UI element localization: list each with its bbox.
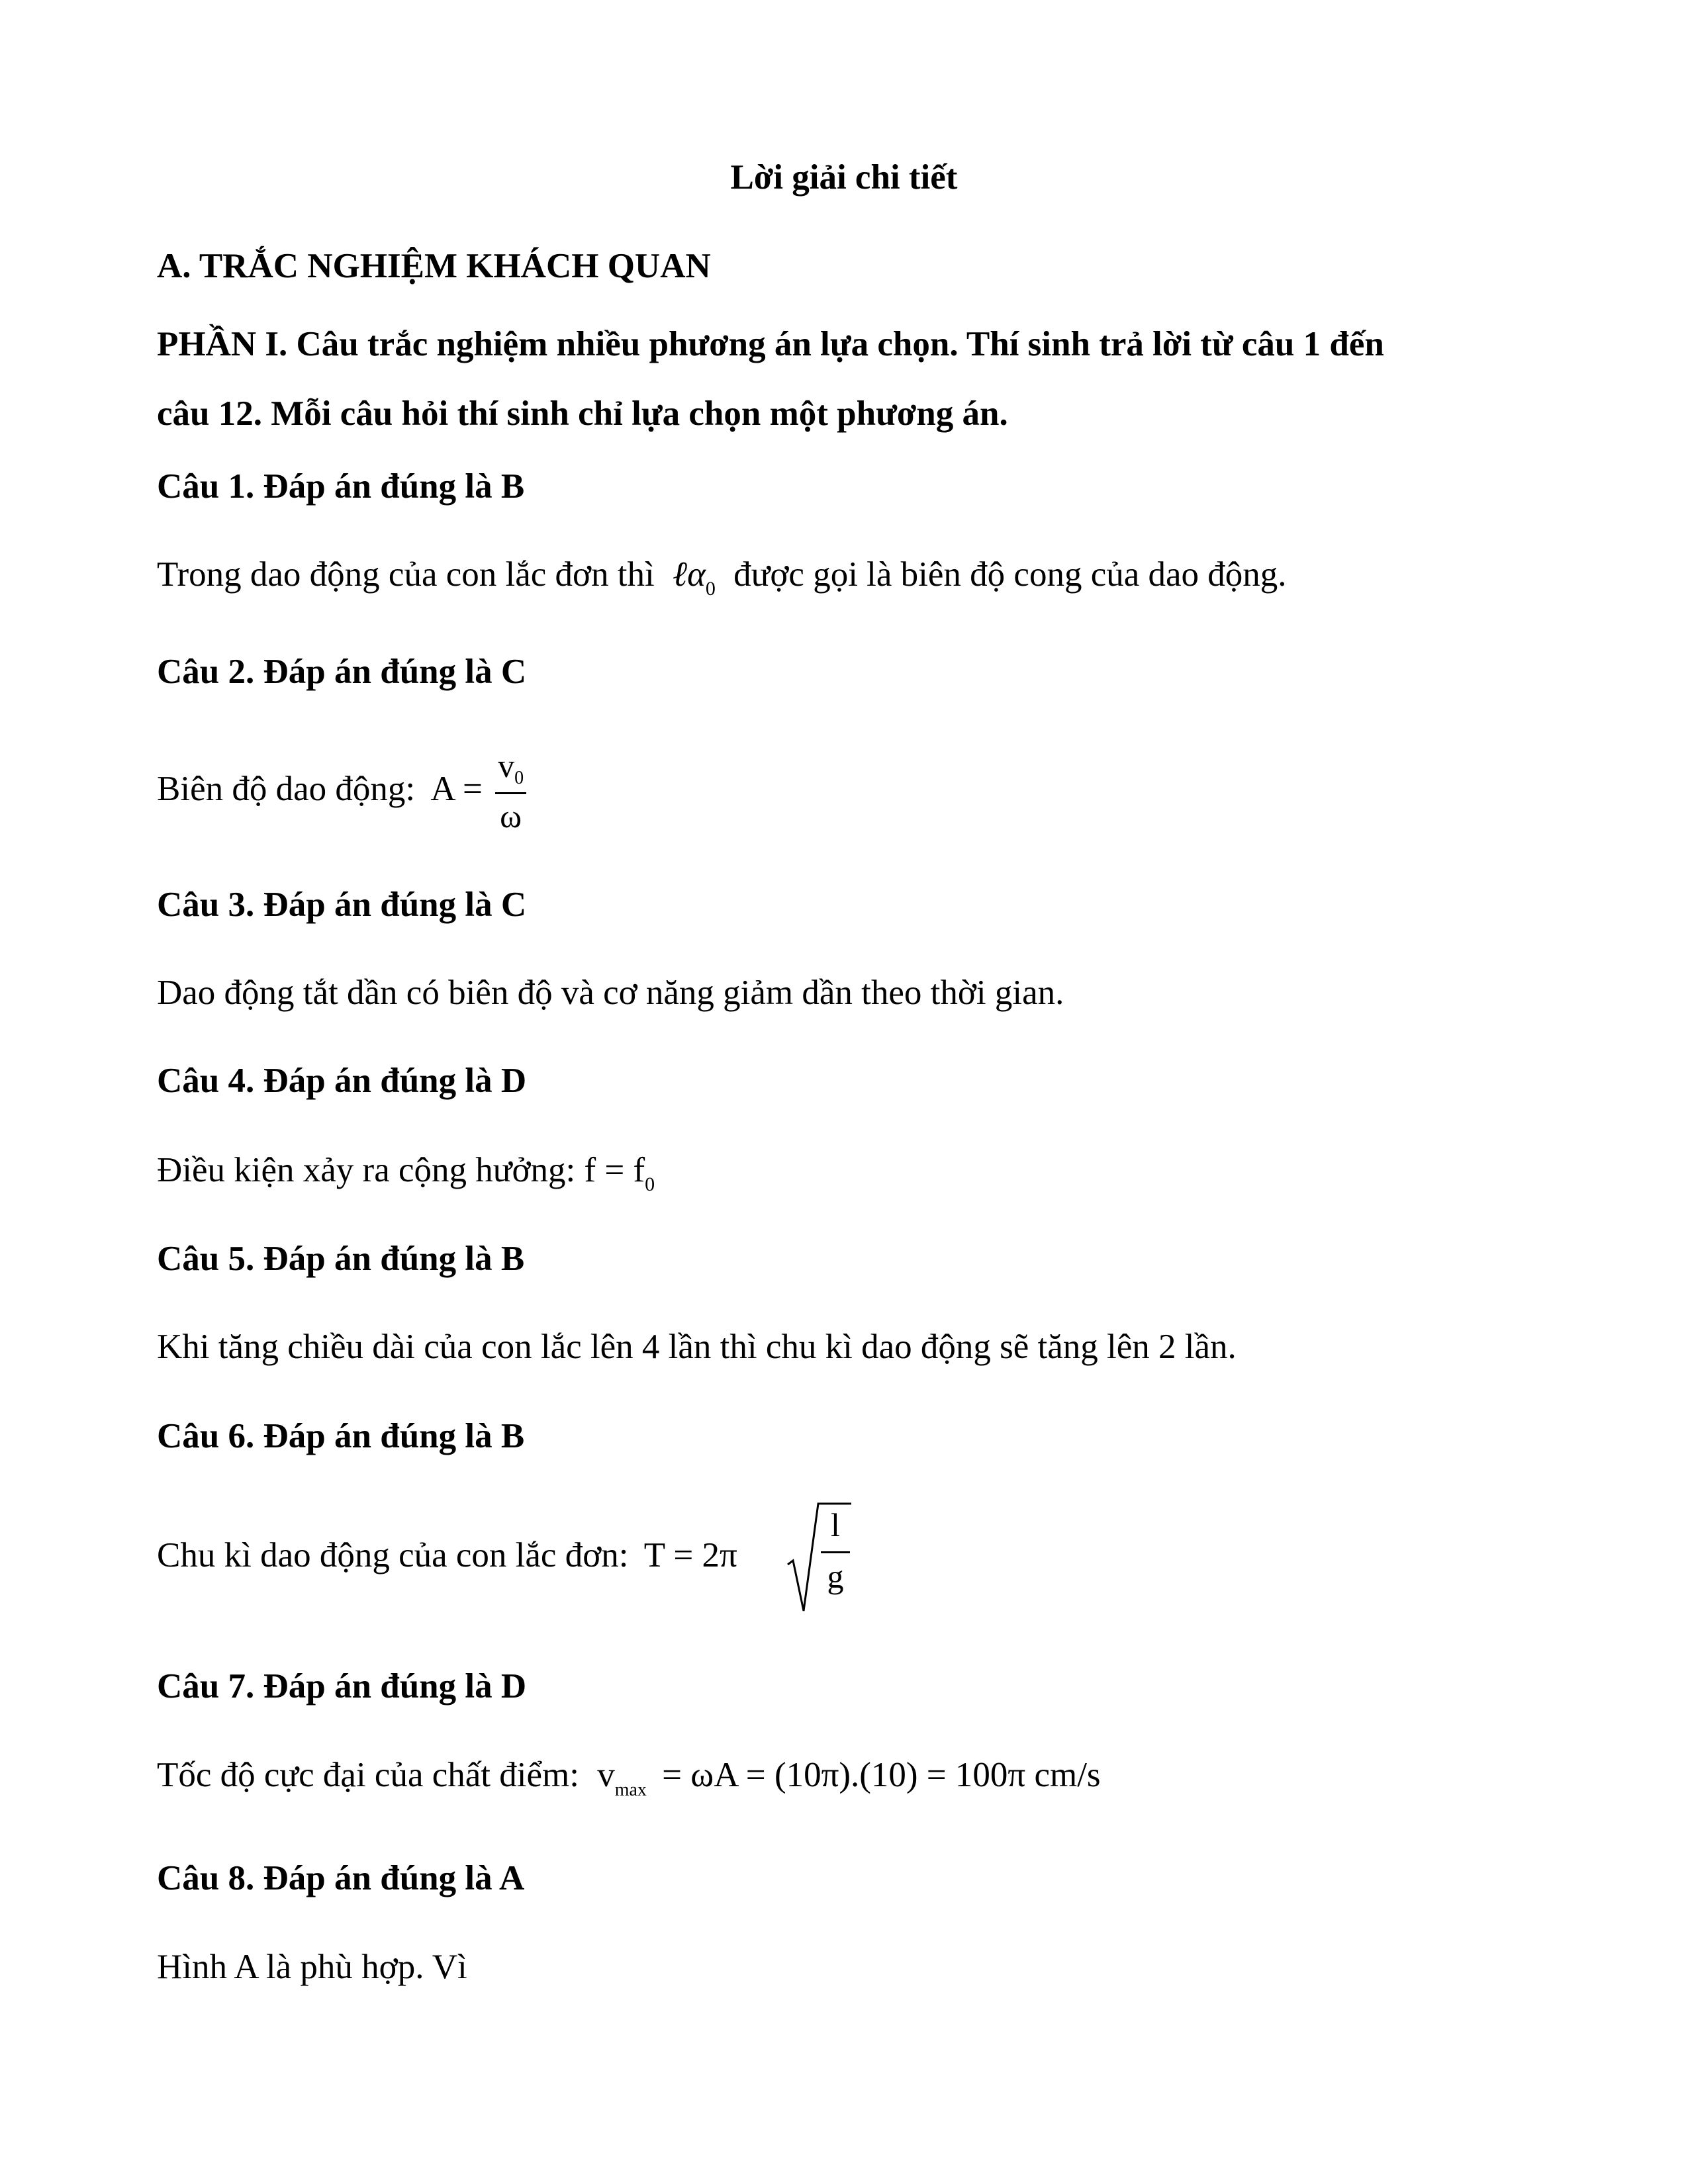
question-1-math-sub: 0 — [705, 578, 716, 600]
fraction-denominator: ω — [500, 797, 522, 835]
part1-intro-line1: PHẦN I. Câu trắc nghiệm nhiều phương án lựa chọn. Thí sinh trả lời từ câu 1 đến — [157, 325, 1384, 363]
question-6-text — [157, 1535, 737, 1575]
sqrt-denominator: g — [827, 1558, 844, 1595]
sqrt-fraction — [786, 1501, 853, 1620]
question-1-math: ℓα — [673, 555, 706, 594]
sqrt-numerator: l — [831, 1506, 840, 1543]
question-2-label: Biên độ dao động: — [157, 770, 416, 809]
vmax-expression: = ωA = (10π).(10) = 100π cm/s — [662, 1756, 1101, 1794]
question-1-text-before: Trong dao động của con lắc đơn thì — [157, 555, 655, 594]
vmax-symbol: v — [597, 1756, 615, 1794]
question-3-text: Dao động tắt dần có biên độ và cơ năng giảm dần theo thời gian. — [157, 974, 1064, 1012]
question-6-lhs: T = 2π — [643, 1536, 737, 1574]
fraction-numerator: $v_0$ — [495, 747, 526, 794]
question-7-heading: Câu 7. Đáp án đúng là D — [157, 1667, 527, 1706]
amplitude-fraction — [495, 747, 526, 835]
question-7-text — [157, 1755, 1101, 1800]
part1-intro-line2: câu 12. Mỗi câu hỏi thí sinh chỉ lựa chọn một phương án. — [157, 394, 1008, 433]
question-3-heading: Câu 3. Đáp án đúng là C — [157, 886, 527, 924]
question-5-heading: Câu 5. Đáp án đúng là B — [157, 1240, 525, 1278]
question-1-text-after: được gọi là biên độ cong của dao động. — [733, 555, 1287, 594]
question-4-label: Điều kiện xảy ra cộng hưởng: f = f — [157, 1151, 645, 1189]
question-4-text — [157, 1150, 655, 1195]
question-6-label: Chu kì dao động của con lắc đơn: — [157, 1536, 629, 1574]
sqrt-fraction-bar — [821, 1551, 850, 1553]
question-2-heading: Câu 2. Đáp án đúng là C — [157, 653, 527, 691]
question-6-heading: Câu 6. Đáp án đúng là B — [157, 1417, 525, 1455]
question-4-heading: Câu 4. Đáp án đúng là D — [157, 1062, 527, 1100]
section-a-heading: A. TRẮC NGHIỆM KHÁCH QUAN — [157, 247, 711, 285]
question-8-text: Hình A là phù hợp. Vì — [157, 1948, 467, 1986]
question-8-heading: Câu 8. Đáp án đúng là A — [157, 1859, 525, 1897]
question-4-sub: 0 — [645, 1173, 655, 1195]
question-1-text — [157, 555, 1287, 600]
page-title: Lời giải chi tiết — [730, 158, 958, 197]
question-2-lhs: A = — [430, 770, 483, 809]
question-1-heading: Câu 1. Đáp án đúng là B — [157, 467, 525, 506]
question-5-text: Khi tăng chiều dài của con lắc lên 4 lần thì chu kì dao động sẽ tăng lên 2 lần. — [157, 1328, 1237, 1366]
question-2-text — [157, 748, 526, 837]
question-7-label: Tốc độ cực đại của chất điểm: — [157, 1756, 579, 1794]
vmax-sub: max — [614, 1780, 647, 1800]
